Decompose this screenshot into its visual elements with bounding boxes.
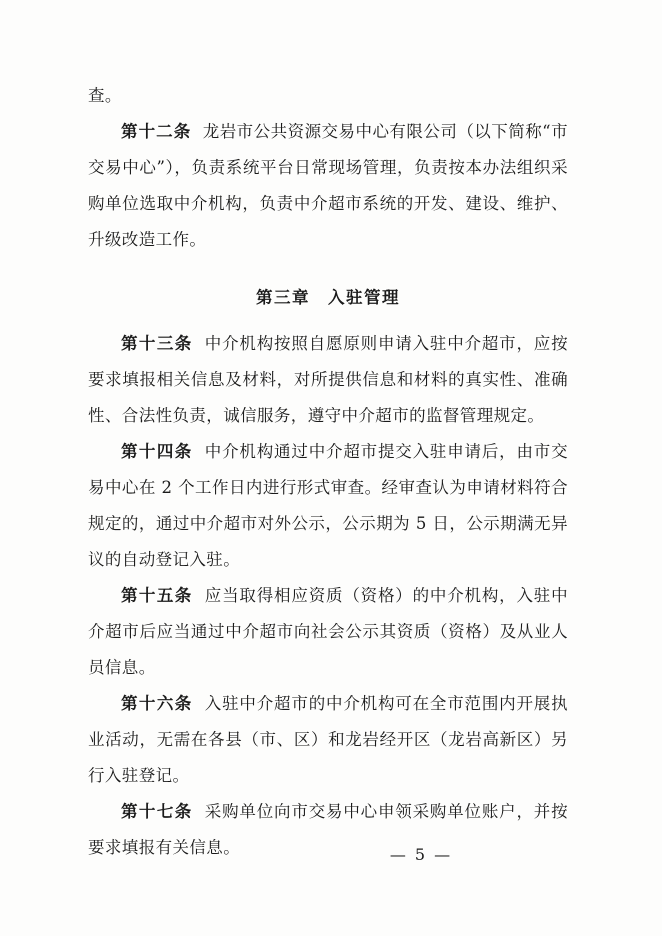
article-thirteen bbox=[88, 326, 568, 434]
article-sixteen bbox=[88, 686, 568, 794]
article-label: 第十二条 bbox=[121, 122, 192, 141]
article-text: 采购单位向市交易中心申领采购单位账户，并按要求填报有关信息。 bbox=[88, 802, 569, 857]
page-body bbox=[88, 78, 568, 866]
article-text: 应当取得相应资质（资格）的中介机构，入驻中介超市后应当通过中介超市向社会公示其资质（资格）及从业人员信息。 bbox=[88, 586, 569, 677]
article-label: 第十七条 bbox=[121, 802, 193, 821]
article-label: 第十六条 bbox=[121, 694, 193, 713]
article-text: 中介机构按照自愿原则申请入驻中介超市，应按要求填报相关信息及材料，对所提供信息和材料的真实性、准确性、合法性负责，诚信服务，遵守中介超市的监督管理规定。 bbox=[88, 334, 569, 425]
article-fifteen bbox=[88, 578, 568, 686]
article-label: 第十三条 bbox=[121, 334, 193, 353]
chapter-heading: 第三章 入驻管理 bbox=[256, 288, 400, 307]
article-twelve bbox=[88, 114, 568, 258]
paragraph-continuation bbox=[88, 78, 568, 114]
article-text: 龙岩市公共资源交易中心有限公司（以下简称“市交易中心”），负责系统平台日常现场管理，负责按本办法组织采购单位选取中介机构，负责中介超市系统的开发、建设、维护、升级改造工作。 bbox=[88, 122, 568, 249]
article-fourteen bbox=[88, 434, 568, 578]
article-label: 第十四条 bbox=[121, 442, 193, 461]
article-text: 中介机构通过中介超市提交入驻申请后，由市交易中心在 2 个工作日内进行形式审查。经审查认为申请材料符合规定的，通过中介超市对外公示，公示期为 5 日，公示期满无异议的自动登记入驻。 bbox=[88, 442, 569, 569]
article-label: 第十五条 bbox=[121, 586, 193, 605]
article-text: 入驻中介超市的中介机构可在全市范围内开展执业活动，无需在各县（市、区）和龙岩经开区（龙岩高新区）另行入驻登记。 bbox=[88, 694, 569, 785]
paragraph-text: 查。 bbox=[88, 86, 122, 105]
page-number: — 5 — bbox=[389, 845, 453, 864]
